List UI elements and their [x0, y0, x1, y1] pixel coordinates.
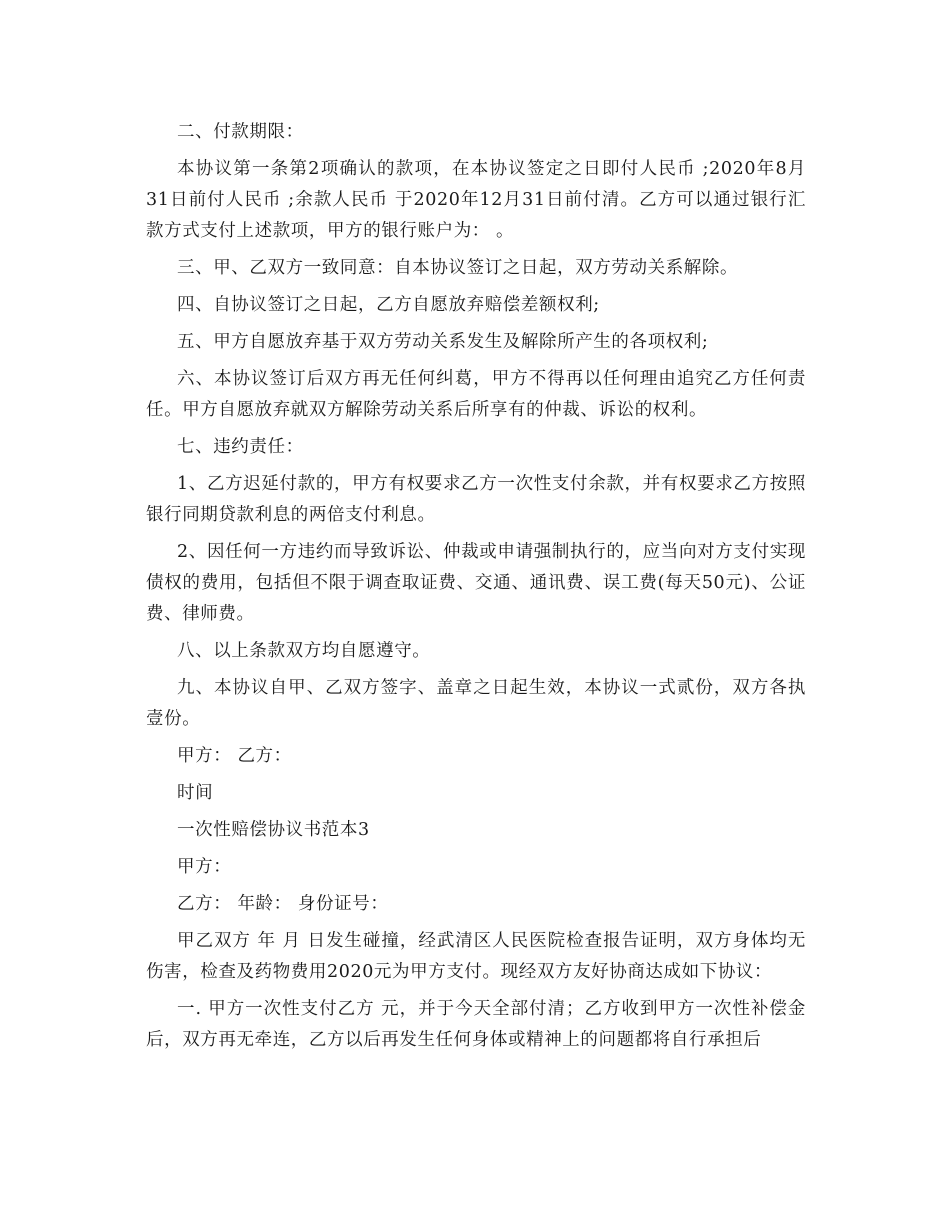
party-a-line: 甲方： [177, 857, 232, 877]
signature-line: 甲方： 乙方： [177, 746, 292, 766]
paragraph-breach-2: 2、因任何一方违约而导致诉讼、仲裁或申请强制执行的，应当向对方支付实现债权的费用，包括但不限于调查取证费、交通、通讯费、误工费(每天50元)、公证费、律师费。 [146, 542, 806, 624]
section-heading-breach: 七、违约责任： [177, 437, 304, 457]
paragraph-incident: 甲乙双方 年 月 日发生碰撞，经武清区人民医院检查报告证明，双方身体均无伤害，检查及药物费用2020元为甲方支付。现经双方友好协商达成如下协议： [146, 931, 806, 982]
agreement-title: 一次性赔偿协议书范本3 [177, 820, 370, 840]
section-heading-payment-term: 二、付款期限： [177, 122, 304, 142]
document-body [146, 117, 806, 1062]
paragraph-clause-3: 三、甲、乙双方一致同意：自本协议签订之日起，双方劳动关系解除。 [177, 258, 739, 278]
date-line: 时间 [177, 783, 214, 803]
paragraph-clause-8: 八、以上条款双方均自愿遵守。 [177, 641, 431, 661]
paragraph-clause-9: 九、本协议自甲、乙双方签字、盖章之日起生效，本协议一式贰份，双方各执壹份。 [146, 678, 806, 729]
paragraph-clause-5: 五、甲方自愿放弃基于双方劳动关系发生及解除所产生的各项权利; [177, 332, 709, 352]
party-b-line: 乙方： 年龄： 身份证号： [177, 894, 389, 914]
paragraph-compensation: 一. 甲方一次性支付乙方 元，并于今天全部付清；乙方收到甲方一次性补偿金后，双方再无牵连，乙方以后再发生任何身体或精神上的问题都将自行承担后 [146, 999, 806, 1050]
paragraph-clause-6: 六、本协议签订后双方再无任何纠葛，甲方不得再以任何理由追究乙方任何责任。甲方自愿放弃就双方解除劳动关系后所享有的仲裁、诉讼的权利。 [146, 369, 806, 420]
paragraph-clause-4: 四、自协议签订之日起，乙方自愿放弃赔偿差额权利; [177, 295, 600, 315]
paragraph-payment-details: 本协议第一条第2项确认的款项，在本协议签定之日即付人民币 ;2020年8月31日前付人民币 ;余款人民币 于2020年12月31日前付清。乙方可以通过银行汇款方式支付上述款项，甲方的银行账户为： 。 [146, 159, 806, 241]
paragraph-breach-1: 1、乙方迟延付款的，甲方有权要求乙方一次性支付余款，并有权要求乙方按照银行同期贷款利息的两倍支付利息。 [146, 474, 806, 525]
